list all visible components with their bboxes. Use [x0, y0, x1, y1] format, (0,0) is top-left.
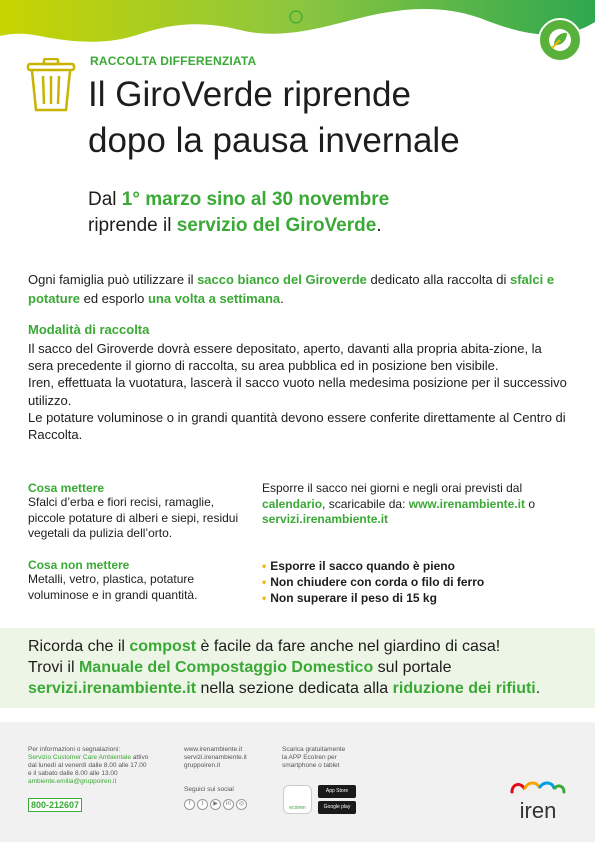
- footer: [0, 722, 595, 842]
- ecoiren-app-icon[interactable]: ecoiren: [283, 785, 312, 814]
- modalita-body: [28, 340, 570, 443]
- list-item: [262, 574, 562, 590]
- service-name: servizio del GiroVerde: [176, 215, 377, 236]
- reminder-text: Trovi il: [28, 659, 79, 676]
- list-item: [262, 590, 562, 606]
- reminder-line: [28, 636, 573, 657]
- app-promo-text: [282, 746, 372, 770]
- bullet-dot-icon: •: [262, 559, 267, 573]
- reminder-highlight: Manuale del Compostaggio Domestico: [78, 659, 374, 676]
- brand-wordmark: iren: [519, 798, 557, 823]
- subtitle: [88, 187, 568, 239]
- cosa-non-mettere-heading: Cosa non mettere: [28, 558, 130, 572]
- contact-info: [28, 746, 168, 786]
- bullet-dot-icon: •: [262, 575, 267, 589]
- title-line-1: Il GiroVerde riprende: [88, 75, 411, 114]
- reminder-highlight: compost: [129, 638, 197, 655]
- intro-highlight: una volta a settimana: [147, 291, 281, 306]
- section-kicker: RACCOLTA DIFFERENZIATA: [90, 54, 257, 68]
- cosa-non-mettere-text: Metalli, vetro, plastica, potature voluminose e in grandi quantità.: [28, 572, 198, 602]
- cosa-non-mettere-section: [28, 558, 248, 603]
- list-item: [262, 558, 562, 574]
- app-line: smartphone o tablet: [282, 762, 340, 769]
- facebook-icon[interactable]: f: [184, 799, 195, 810]
- portal-link[interactable]: servizi.irenambiente.it: [28, 680, 197, 697]
- services-link[interactable]: servizi.irenambiente.it: [262, 512, 389, 526]
- modalita-paragraph: Iren, effettuata la vuotatura, lascerà il sacco vuoto nella medesima posizione per il successivo utilizzo.: [28, 375, 567, 408]
- intro-highlight: sacco bianco del Giroverde: [197, 272, 367, 287]
- reminder-highlight: riduzione dei rifiuti: [392, 680, 536, 697]
- rule-text: Non superare il peso di 15 kg: [270, 591, 437, 605]
- reminder-text: Ricorda che il: [28, 638, 130, 655]
- reminder-text: sul portale: [373, 659, 452, 676]
- intro-text: dedicato alla raccolta di: [366, 272, 510, 287]
- website-list: [184, 746, 274, 770]
- bullet-dot-icon: •: [262, 591, 267, 605]
- app-store-badge[interactable]: App Store: [318, 785, 356, 798]
- reminder-text: nella sezione dedicata alla: [196, 680, 393, 697]
- contact-line: [28, 754, 168, 762]
- footer-link[interactable]: www.irenambiente.it: [184, 746, 243, 753]
- reminder-text: è facile da fare anche nel giardino di casa!: [196, 638, 501, 655]
- intro-paragraph: [28, 270, 568, 308]
- reminder-line: [28, 657, 573, 678]
- date-range: 1° marzo sino al 30 novembre: [121, 189, 390, 210]
- contact-line: e il sabato dalle 8.00 alle 13.00: [28, 770, 118, 777]
- intro-text: .: [280, 291, 284, 306]
- subtitle-text: riprende il: [88, 215, 177, 236]
- intro-text: ed esporlo: [80, 291, 148, 306]
- esporre-text: Esporre il sacco nei giorni e negli orai previsti dal: [262, 481, 523, 495]
- numero-verde-badge[interactable]: 800-212607: [28, 798, 82, 812]
- cosa-mettere-section: [28, 481, 248, 542]
- header-wave-graphic: [0, 0, 595, 48]
- esporre-paragraph: [262, 481, 567, 528]
- leaf-badge-icon: [538, 18, 582, 62]
- compost-reminder-box: [0, 628, 595, 708]
- contact-text: attivo: [130, 754, 149, 761]
- linkedin-icon[interactable]: in: [223, 799, 234, 810]
- google-play-badge[interactable]: Google play: [318, 801, 356, 814]
- cosa-mettere-heading: Cosa mettere: [28, 481, 105, 495]
- social-label: Seguici sui social: [184, 786, 234, 793]
- intro-highlight: sfalci e potature: [28, 272, 555, 306]
- twitter-icon[interactable]: t: [197, 799, 208, 810]
- iren-logo: [508, 778, 568, 824]
- calendario-label: calendario: [262, 496, 323, 511]
- title-line-2: dopo la pausa invernale: [88, 121, 460, 160]
- subtitle-text: Dal: [88, 189, 122, 210]
- rule-text: Non chiudere con corda o filo di ferro: [270, 575, 485, 589]
- modalita-paragraph: Il sacco del Giroverde dovrà essere depositato, aperto, davanti alla propria abita-zione, la sera precedente il giorno di raccolta, su area pubblica ed in posizione ben visibile.: [28, 341, 542, 374]
- social-icons: [184, 799, 247, 810]
- subtitle-text: .: [376, 215, 382, 236]
- youtube-icon[interactable]: ▶: [210, 799, 221, 810]
- contact-line: dal lunedì al venerdì dalle 8.00 alle 17.00: [28, 762, 147, 769]
- footer-link[interactable]: servizi.irenambiente.it: [184, 754, 247, 761]
- page-title: [88, 72, 578, 164]
- intro-text: Ogni famiglia può utilizzare il: [28, 272, 198, 287]
- footer-link[interactable]: gruppoiren.it: [184, 762, 221, 769]
- customer-care-label: Servizio Customer Care Ambientale: [28, 754, 131, 761]
- website-link[interactable]: www.irenambiente.it: [408, 496, 525, 511]
- instagram-icon[interactable]: ◎: [236, 799, 247, 810]
- modalita-heading: Modalità di raccolta: [28, 322, 150, 337]
- esporre-text: o: [525, 496, 536, 511]
- email-link[interactable]: ambiente.emilia@gruppoiren.it: [28, 778, 117, 785]
- rule-text: Esporre il sacco quando è pieno: [270, 559, 455, 573]
- contact-line: Per informazioni o segnalazioni:: [28, 746, 121, 753]
- modalita-paragraph: Le potature voluminose o in grandi quantità devono essere conferite direttamente al Centro di Raccolta.: [28, 409, 566, 443]
- reminder-text: .: [535, 680, 541, 697]
- cosa-mettere-text: Sfalci d’erba e fiori recisi, ramaglie, piccole potature di alberi e siepi, residui vegetali da pulizia dell’orto.: [28, 495, 239, 540]
- rules-list: [262, 558, 562, 606]
- esporre-text: , scaricabile da:: [322, 496, 409, 511]
- reminder-line: [28, 678, 573, 699]
- app-line: la APP EcoIren per: [282, 754, 337, 761]
- app-line: Scarica gratuitamente: [282, 746, 346, 753]
- waste-bin-icon: [26, 58, 76, 112]
